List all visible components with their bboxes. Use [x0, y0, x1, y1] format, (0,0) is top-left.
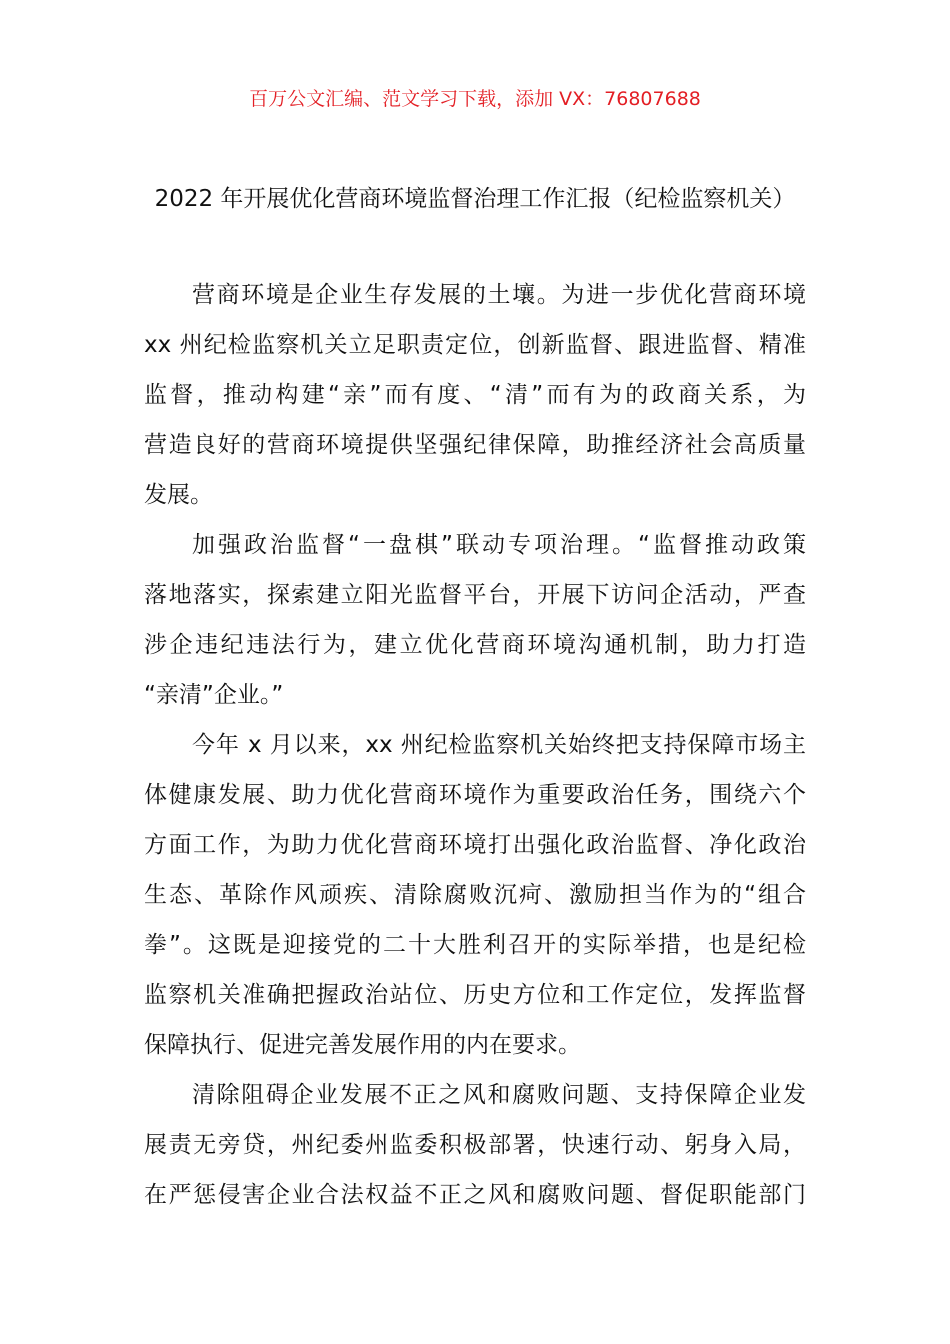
text-line: 营商环境是企业生存发展的土壤。为进一步优化营商环境: [192, 282, 806, 308]
paragraph: [144, 528, 806, 728]
text-line: 展责无旁贷，州纪委州监委积极部署，快速行动、躬身入局，: [144, 1132, 806, 1158]
text-line: 发展。: [144, 482, 213, 508]
text-line: 落地落实，探索建立阳光监督平台，开展下访问企活动，严查: [144, 582, 806, 608]
text-line: 方面工作，为助力优化营商环境打出强化政治监督、净化政治: [144, 832, 806, 858]
document-body: [144, 278, 806, 1228]
text-line: 拳”。这既是迎接党的二十大胜利召开的实际举措，也是纪检: [144, 932, 806, 958]
text-line: 体健康发展、助力优化营商环境作为重要政治任务，围绕六个: [144, 782, 806, 808]
text-line: 保障执行、促进完善发展作用的内在要求。: [144, 1032, 581, 1058]
paragraph: [144, 1078, 806, 1228]
watermark-header: 百万公文汇编、范文学习下载，添加 VX：76807688: [249, 88, 701, 110]
text-line: 在严惩侵害企业合法权益不正之风和腐败问题、督促职能部门: [144, 1182, 806, 1208]
text-line: “亲清”企业。”: [144, 682, 284, 708]
text-line: xx 州纪检监察机关立足职责定位，创新监督、跟进监督、精准: [144, 332, 806, 358]
text-line: 监察机关准确把握政治站位、历史方位和工作定位，发挥监督: [144, 982, 806, 1008]
text-line: 监督，推动构建“亲”而有度、“清”而有为的政商关系，为: [144, 382, 806, 408]
text-line: 今年 x 月以来，xx 州纪检监察机关始终把支持保障市场主: [192, 732, 806, 758]
text-line: 涉企违纪违法行为，建立优化营商环境沟通机制，助力打造: [144, 632, 806, 658]
paragraph: [144, 728, 806, 1078]
text-line: 生态、革除作风顽疾、清除腐败沉疴、激励担当作为的“组合: [144, 882, 806, 908]
document-title: 2022 年开展优化营商环境监督治理工作汇报（纪检监察机关）: [154, 186, 796, 212]
paragraph: [144, 278, 806, 528]
text-line: 加强政治监督“一盘棋”联动专项治理。“监督推动政策: [192, 532, 806, 558]
text-line: 清除阻碍企业发展不正之风和腐败问题、支持保障企业发: [192, 1082, 806, 1108]
text-line: 营造良好的营商环境提供坚强纪律保障，助推经济社会高质量: [144, 432, 806, 458]
